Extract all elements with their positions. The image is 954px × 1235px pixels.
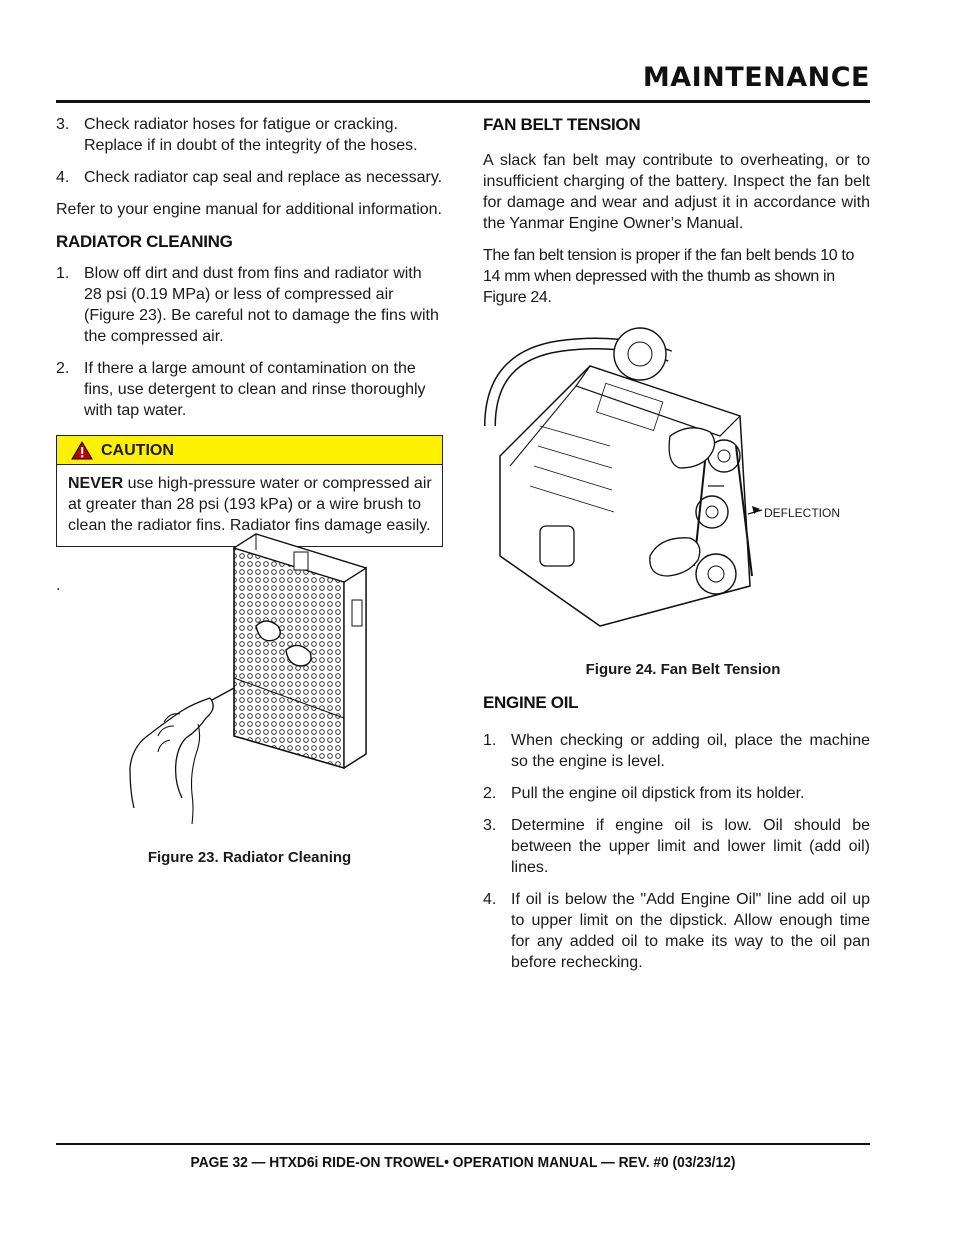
fan-belt-tension-heading: FAN BELT TENSION — [483, 115, 641, 134]
item-number: 2. — [483, 785, 497, 802]
caution-header — [57, 436, 442, 465]
item-text: When checking or adding oil, place the machine so the engine is level. — [511, 732, 870, 770]
header-rule — [56, 100, 870, 103]
engine-oil-heading: ENGINE OIL — [483, 693, 579, 712]
caution-label: CAUTION — [101, 441, 174, 459]
refer-paragraph: Refer to your engine manual for additional information. — [56, 201, 442, 218]
stray-dot: . — [56, 577, 61, 594]
engine-oil-section — [483, 692, 870, 984]
list-item — [56, 358, 443, 421]
item-text: If oil is below the "Add Engine Oil" line add oil up to upper limit on the dipstick. Allow enough time for any added oil to make its way to the oil pan before rechecking. — [511, 891, 870, 971]
figure-23-radiator-illustration — [126, 528, 386, 843]
caution-strong: NEVER — [68, 475, 124, 492]
figure-24-caption: Figure 24. Fan Belt Tension — [585, 661, 781, 678]
list-item — [483, 730, 870, 772]
caution-text: use high-pressure water or compressed air at greater than 28 psi (193 kPa) or a wire brush to clean the radiator fins. Radiator fins damage easily. — [68, 475, 432, 534]
right-column — [483, 114, 870, 319]
item-number: 4. — [483, 891, 497, 908]
figure-23-caption: Figure 23. Radiator Cleaning — [147, 849, 352, 866]
item-number: 1. — [483, 732, 497, 749]
list-item — [483, 815, 870, 878]
item-text: Blow off dirt and dust from fins and radiator with 28 psi (0.19 MPa) or less of compressed air (Figure 23). Be careful not to damage the fins with the compressed air. — [84, 265, 439, 345]
item-text: Determine if engine oil is low. Oil should be between the upper limit and lower limit (add oil) lines. — [511, 817, 870, 876]
item-text: Check radiator hoses for fatigue or cracking. Replace if in doubt of the integrity of the hoses. — [84, 116, 418, 154]
list-item — [56, 167, 443, 188]
warning-triangle-icon — [71, 441, 93, 460]
item-number: 1. — [56, 265, 70, 282]
item-text: Pull the engine oil dipstick from its holder. — [511, 785, 805, 802]
list-item — [56, 263, 443, 347]
footer-rule — [56, 1143, 870, 1145]
page-header-title: MAINTENANCE — [642, 62, 870, 93]
figure-24-engine-illustration — [480, 306, 770, 641]
page-footer: PAGE 32 — HTXD6i RIDE-ON TROWEL• OPERATION MANUAL — REV. #0 (03/23/12) — [190, 1154, 736, 1171]
list-item — [56, 114, 443, 156]
deflection-label: DEFLECTION — [764, 506, 841, 520]
item-text: Check radiator cap seal and replace as necessary. — [84, 169, 443, 186]
item-number: 4. — [56, 169, 70, 186]
left-column — [56, 114, 443, 596]
item-number: 3. — [56, 116, 70, 133]
list-item — [483, 889, 870, 973]
item-number: 2. — [56, 360, 70, 377]
list-item — [483, 783, 870, 804]
fan-belt-paragraph-2: The fan belt tension is proper if the fan belt bends 10 to 14 mm when depressed with the thumb as shown in Figure 24. — [483, 247, 855, 306]
radiator-cleaning-heading: RADIATOR CLEANING — [56, 232, 233, 251]
fan-belt-paragraph-1: A slack fan belt may contribute to overheating, or to insufficient charging of the battery. Inspect the fan belt for damage and wear and adjust it in accordance with the Yanmar Engine Owner’s Manual. — [483, 152, 870, 232]
item-text: If there a large amount of contamination on the fins, use detergent to clean and rinse thoroughly with tap water. — [84, 360, 426, 419]
item-number: 3. — [483, 817, 497, 834]
